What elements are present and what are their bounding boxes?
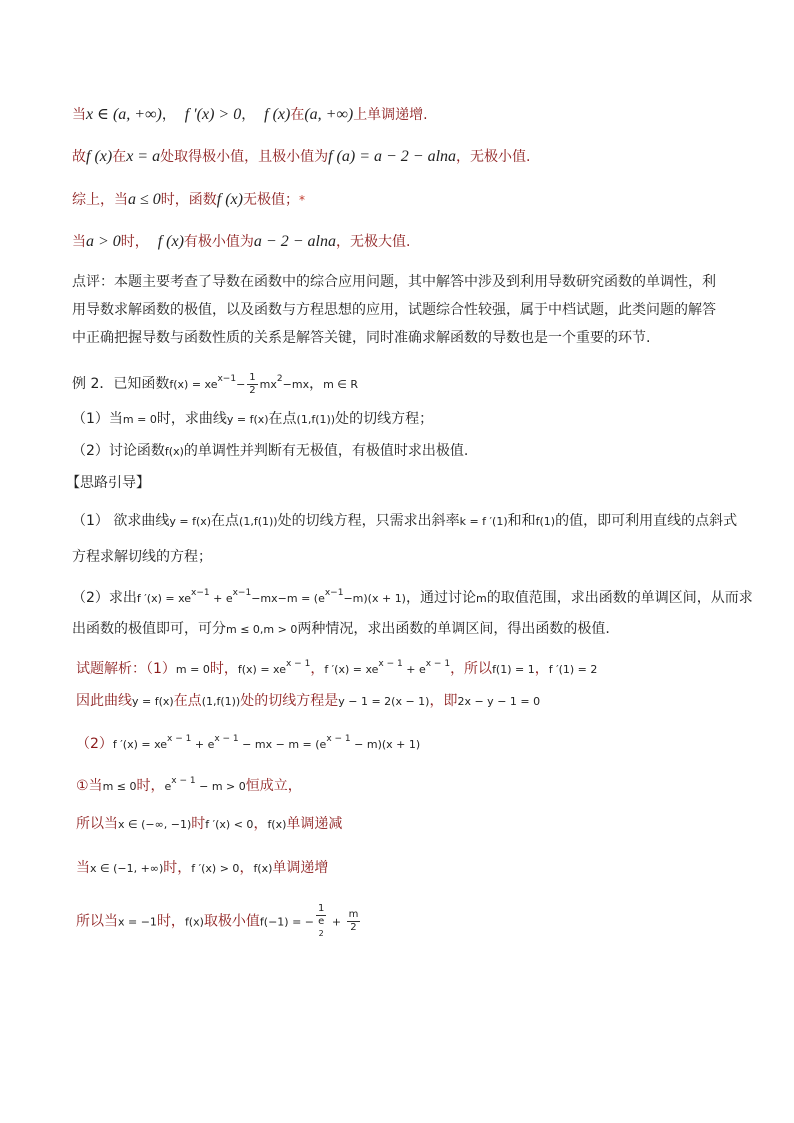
math-condition: m = 0 — [122, 413, 157, 426]
math-derivative: f ′(x) > 0 — [184, 106, 242, 123]
math-superscript: x − 1 — [326, 734, 351, 744]
math-interval: x ∈ (−1, +∞) — [90, 862, 164, 875]
text: 的单调性并判断有无极值，有极值时求出极值. — [183, 443, 469, 459]
math-superscript: x−1 — [324, 588, 344, 598]
guide-step-2-continued — [72, 618, 610, 641]
math-function: f (x) — [86, 148, 113, 165]
text: 时，函数 — [160, 192, 217, 208]
text: 试题解析：（1） — [76, 661, 176, 677]
text: 无极值； — [242, 192, 299, 208]
text: 处取得极小值，且极小值为 — [160, 149, 329, 165]
math-equation: y − 1 = 2(x − 1) — [338, 695, 430, 708]
math-value: f ′(1) = 2 — [548, 663, 598, 676]
math-function: y = f(x) — [169, 515, 212, 528]
text: ， — [241, 107, 256, 123]
math-point: (1,f(1)) — [201, 695, 241, 708]
text: 所以当 — [76, 816, 118, 832]
text: 恒成立， — [245, 778, 302, 794]
math-function: f (x) — [216, 191, 243, 208]
text: 当 — [72, 107, 86, 123]
fraction-numerator: m — [348, 909, 359, 920]
text: 综上，当 — [72, 192, 128, 208]
solution-summary-line — [72, 231, 410, 253]
math-derivative: f ′(x) = xe — [112, 738, 168, 751]
text: （2）求出 — [72, 590, 137, 606]
text: 的取值范围，求出函数的单调区间，从而求 — [486, 590, 753, 606]
text: ，所以 — [450, 661, 493, 677]
text: 时， — [136, 778, 165, 794]
guide-step-1-continued: 方程求解切线的方程； — [72, 549, 212, 565]
text: （2） — [76, 736, 113, 752]
math-superscript: x − 1 — [378, 659, 403, 669]
math-term: −mx−m = (e — [251, 592, 325, 605]
comment-paragraph: 点评：本题主要考查了导数在函数中的综合应用问题，其中解答中涉及到利用导数研究函数的单调性，利用导数求解函数的极值，以及函数与方程思想的应用，试题综合性较强，属于中档试题，此类问题的解答中正确把握导数与函数性质的关系是解答关键，同时准确求解函数的导数也是一个重要的环节. — [72, 274, 716, 346]
text: ， — [161, 107, 176, 123]
math-term: + e — [209, 592, 233, 605]
math-value: f(1) = 1 — [492, 663, 535, 676]
minimum-value-result — [76, 903, 362, 940]
text: ， — [309, 376, 324, 392]
text: 的值，即可利用直线的点斜式 — [555, 513, 738, 529]
math-superscript: x − 1 — [214, 734, 239, 744]
guide-step-2 — [72, 582, 753, 610]
case-m-le-0 — [76, 770, 302, 798]
text: 两种情况，求出函数的单调区间，得出函数的极值. — [297, 621, 610, 637]
text: 单调递减 — [286, 816, 343, 832]
question-2 — [72, 440, 468, 463]
math-term: + e — [402, 663, 426, 676]
math-superscript: x − 1 — [285, 659, 311, 669]
guide-title: 【思路引导】 — [66, 475, 150, 491]
math-slope: k = f ′(1) — [459, 515, 508, 528]
fraction-denominator: 2 — [350, 922, 357, 933]
text: 在点 — [211, 513, 240, 529]
text: 因此曲线 — [76, 693, 132, 709]
solution-summary-line — [72, 189, 305, 211]
math-superscript: 2 — [276, 374, 283, 384]
question-1 — [72, 408, 433, 431]
math-condition: m ≤ 0 — [102, 780, 137, 793]
math-function: y = f(x) — [132, 695, 174, 708]
tangent-line-result — [76, 690, 540, 713]
text: 时 — [191, 816, 206, 832]
math-term: −m)(x + 1) — [343, 592, 406, 605]
text: 有极小值为 — [183, 234, 254, 250]
math-condition: m = 0 — [175, 663, 210, 676]
math-function: y = f(x) — [226, 413, 269, 426]
text: （1） 欲求曲线 — [72, 513, 170, 529]
math-variable: m — [475, 592, 487, 605]
math-term: mx — [259, 378, 277, 391]
text: 在点 — [173, 693, 202, 709]
math-function: f(x) — [267, 818, 287, 831]
math-condition: m ≤ 0,m > 0 — [226, 623, 298, 636]
denominator-base: e — [318, 916, 325, 927]
text: 在 — [290, 107, 305, 123]
text: ①当 — [76, 778, 103, 794]
math-function: f(x) = xe — [169, 378, 218, 391]
math-term: −mx — [282, 378, 310, 391]
math-interval: x ∈ (a, +∞) — [86, 106, 162, 123]
text: ，即 — [429, 693, 458, 709]
solution-part-2-derivative — [76, 728, 420, 756]
math-function: f(x) = xe — [237, 663, 286, 676]
math-fraction — [316, 903, 326, 940]
text: ，无极大值. — [335, 234, 411, 250]
math-operator: + — [328, 915, 345, 929]
text: （2）讨论函数 — [72, 443, 165, 459]
text: 处的切线方程是 — [240, 693, 339, 709]
solution-part-1 — [76, 653, 597, 681]
text: 例 2．已知函数 — [72, 376, 170, 392]
math-fraction — [247, 372, 257, 397]
math-term: + e — [191, 738, 215, 751]
math-inequality: f ′(x) < 0 — [205, 818, 254, 831]
math-expression: f(−1) = − — [259, 915, 315, 929]
math-interval: x ∈ (−∞, −1) — [118, 818, 192, 831]
math-term: e — [164, 780, 172, 793]
math-superscript: x − 1 — [171, 776, 196, 786]
text: 故 — [72, 149, 86, 165]
text: ， — [253, 816, 268, 832]
text: ， — [310, 661, 325, 677]
text: 处的切线方程，只需求出斜率 — [277, 513, 460, 529]
math-derivative: f ′(x) = xe — [324, 663, 379, 676]
math-operator: − — [236, 378, 246, 391]
math-interval: (a, +∞) — [304, 106, 354, 123]
math-superscript: x−1 — [191, 588, 210, 598]
math-derivative: f ′(x) = xe — [136, 592, 192, 605]
text: 时， — [163, 860, 192, 876]
math-function: f(1) — [535, 515, 556, 528]
text: 当 — [76, 860, 90, 876]
guide-step-1 — [72, 510, 737, 533]
text: ， — [239, 860, 254, 876]
math-fraction — [347, 909, 361, 934]
denominator-exponent: 2 — [318, 929, 324, 938]
text: （1）当 — [72, 411, 123, 427]
text: ，通过讨论 — [405, 590, 476, 606]
fraction-numerator: 1 — [249, 371, 256, 383]
math-function: f (x) — [264, 106, 291, 123]
solution-line-min-value — [72, 146, 531, 168]
math-superscript: x−1 — [217, 374, 237, 384]
math-superscript: x−1 — [232, 588, 252, 598]
star-mark: * — [298, 193, 305, 207]
math-function: f (x) — [157, 233, 184, 250]
solution-line-increasing — [72, 104, 428, 126]
math-point: (1,f(1)) — [296, 413, 336, 426]
math-superscript: x − 1 — [167, 734, 192, 744]
math-expression: x = a — [126, 148, 161, 165]
math-inequality: f ′(x) > 0 — [191, 862, 240, 875]
text: 时， — [120, 234, 149, 250]
math-term: − mx − m = (e — [238, 738, 327, 751]
text: 所以当 — [76, 913, 118, 930]
text: 出函数的极值即可，可分 — [72, 621, 226, 637]
text: 取极小值 — [203, 913, 260, 930]
math-point: (1,f(1)) — [239, 515, 278, 528]
math-expression: f (a) = a − 2 − alna — [328, 148, 457, 165]
increasing-interval — [76, 857, 328, 880]
text: 时， — [209, 661, 238, 677]
fraction-denominator — [316, 916, 326, 940]
text: 当 — [72, 234, 86, 250]
math-superscript: x − 1 — [425, 659, 451, 669]
math-function: f(x) — [253, 862, 273, 875]
math-equation: 2x − y − 1 = 0 — [457, 695, 541, 708]
text: 上单调递增. — [353, 107, 428, 123]
math-condition: x = −1 — [118, 915, 157, 929]
math-function: f(x) — [184, 915, 204, 929]
text: 处的切线方程； — [335, 411, 434, 427]
text: 在 — [112, 149, 127, 165]
math-function: f(x) — [164, 445, 184, 458]
fraction-denominator: 2 — [249, 384, 256, 396]
text: 时，求曲线 — [156, 411, 227, 427]
text: 在点 — [268, 411, 297, 427]
decreasing-interval — [76, 813, 342, 836]
text: 单调递增 — [272, 860, 329, 876]
text: ， — [534, 661, 549, 677]
math-condition: a > 0 — [86, 233, 121, 250]
math-term: − m)(x + 1) — [350, 738, 421, 751]
math-expression: a − 2 − alna — [253, 233, 336, 250]
text: ，无极小值. — [456, 149, 531, 165]
fraction-numerator: 1 — [318, 903, 325, 914]
text: 和和 — [507, 513, 536, 529]
text: 时， — [156, 913, 185, 930]
math-inequality: − m > 0 — [195, 780, 246, 793]
example-statement — [72, 368, 358, 397]
math-condition: m ∈ R — [323, 378, 359, 391]
math-condition: a ≤ 0 — [128, 191, 161, 208]
